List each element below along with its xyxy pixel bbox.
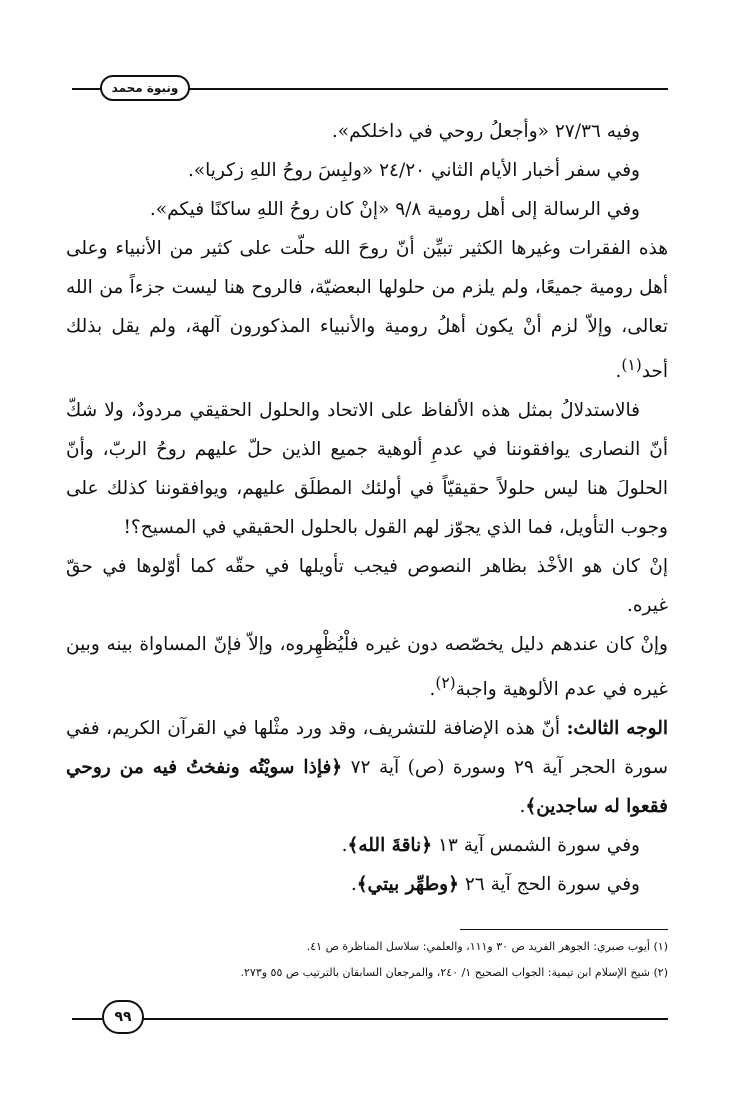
paragraph-8: الوجه الثالث: أنّ هذه الإضافة للتشريف، وقد ورد مثْلها في القرآن الكريم، ففي سورة الحجر آية ٢٩ وسورة (ص) آية ٧٢ ﴿فإذا سويْتُه ونفختُ فيه من روحي فقعوا له ساجدين﴾. [66, 718, 668, 818]
quran-quote-3: ﴿وطهِّر بيتي﴾ [356, 874, 459, 896]
paragraph-8-text: أنّ هذه الإضافة للتشريف، وقد ورد مثْلها في القرآن الكريم، ففي سورة الحجر آية ٢٩ وسورة (ص) آية ٧٢ [66, 718, 668, 779]
quran-quote-2: ﴿ناقةَ الله﴾ [347, 835, 433, 857]
paragraph-2: وفي سفر أخبار الأيام الثاني ٢٤/٢٠ «ولبِسَ روحُ اللهِ زكريا». [187, 160, 640, 181]
paragraph-3: وفي الرسالة إلى أهل رومية ٩/٨ «إنْ كان روحُ اللهِ ساكنًا فيكم». [149, 199, 640, 220]
body-text [66, 112, 668, 904]
footnote-separator [460, 929, 668, 930]
footnote-ref-1: (١) [621, 356, 642, 374]
footer-rule-left [72, 1018, 102, 1020]
paragraph-9-text: وفي سورة الشمس آية ١٣ [437, 835, 640, 857]
quran-quote-1: ﴿فإذا سويْتُه ونفختُ فيه من روحي فقعوا له ساجدين﴾ [66, 757, 668, 818]
paragraph-10-text: وفي سورة الحج آية ٢٦ [464, 874, 640, 896]
header-rule [188, 88, 668, 90]
footnote-2: (٢) شيخ الإسلام ابن تيمية: الجواب الصحيح ١/ ٢٤٠، والمرجعان السابقان بالترتيب ص ٥٥ و٢٧٣. [240, 966, 668, 979]
paragraph-4: هذه الفقرات وغيرها الكثير تبيِّن أنّ روحَ الله حلّت على كثير من الأنبياء وعلى أهل رومية جميعًا، ولم يلزم من حلولها البعضيّة، فالروح هنا ليست جزءاً من الله تعالى، وإلاّ لزم أنْ يكون أهلُ رومية والأنبياء المذكورون آلهة، ولم يقل بذلك أحد$^{(١)}$. [66, 238, 668, 383]
footnote-1: (١) أيوب صبري: الجوهر الفريد ص ٣٠ و١١١، والعلمي: سلاسل المناظرة ص ٤١. [306, 940, 668, 953]
paragraph-7-text: وإنْ كان عندهم دليل يخصّصه دون غيره فلْيُظْهِروه، وإلاّ فإنّ المساواة بينه وبين غيره في عدم الألوهية واجبة [66, 634, 668, 701]
page-number: ٩٩ [102, 1000, 144, 1034]
paragraph-7: وإنْ كان عندهم دليل يخصّصه دون غيره فلْيُظْهِروه، وإلاّ فإنّ المساواة بينه وبين غيره في عدم الألوهية واجبة$^{(٢)}$. [66, 634, 668, 701]
paragraph-1: وفيه ٢٧/٣٦ «وأجعلُ روحي في داخلكم». [331, 121, 640, 142]
paragraph-6: إنْ كان هو الأخْذ بظاهر النصوص فيجب تأويلها في حقّه كما أوّلوها في حقّ غيره. [66, 556, 668, 617]
header-rule-left [72, 88, 102, 90]
footer-rule [143, 1018, 668, 1020]
paragraph-10: وفي سورة الحج آية ٢٦ ﴿وطهِّر بيتي﴾. [350, 874, 640, 896]
footnote-ref-2: (٢) [435, 674, 456, 693]
running-header-title: ونبوة محمد [100, 75, 190, 101]
paragraph-4-text: هذه الفقرات وغيرها الكثير تبيِّن أنّ روحَ الله حلّت على كثير من الأنبياء وعلى أهل رومية جميعًا، ولم يلزم من حلولها البعضيّة، فالروح هنا ليست جزءاً من الله تعالى، وإلاّ لزم أنْ يكون أهلُ رومية والأنبياء المذكورون آلهة، ولم يقل بذلك أحد [66, 238, 668, 383]
paragraph-5: فالاستدلالُ بمثل هذه الألفاظ على الاتحاد والحلول الحقيقي مردودٌ، ولا شكّ أنّ النصارى يوافقوننا في عدمِ ألوهية جميع الذين حلّ عليهم روحُ الربّ، وأنّ الحلولَ هنا ليس حلولاً حقيقيّاً في أولئك المطلَق عليهم، ويوافقوننا كذلك على وجوب التأويل، فما الذي يجوّز لهم القول بالحلول الحقيقي في المسيح؟! [66, 400, 668, 539]
paragraph-9: وفي سورة الشمس آية ١٣ ﴿ناقةَ الله﴾. [341, 835, 640, 857]
section-label: الوجه الثالث: [566, 718, 668, 740]
footnotes [66, 934, 668, 986]
